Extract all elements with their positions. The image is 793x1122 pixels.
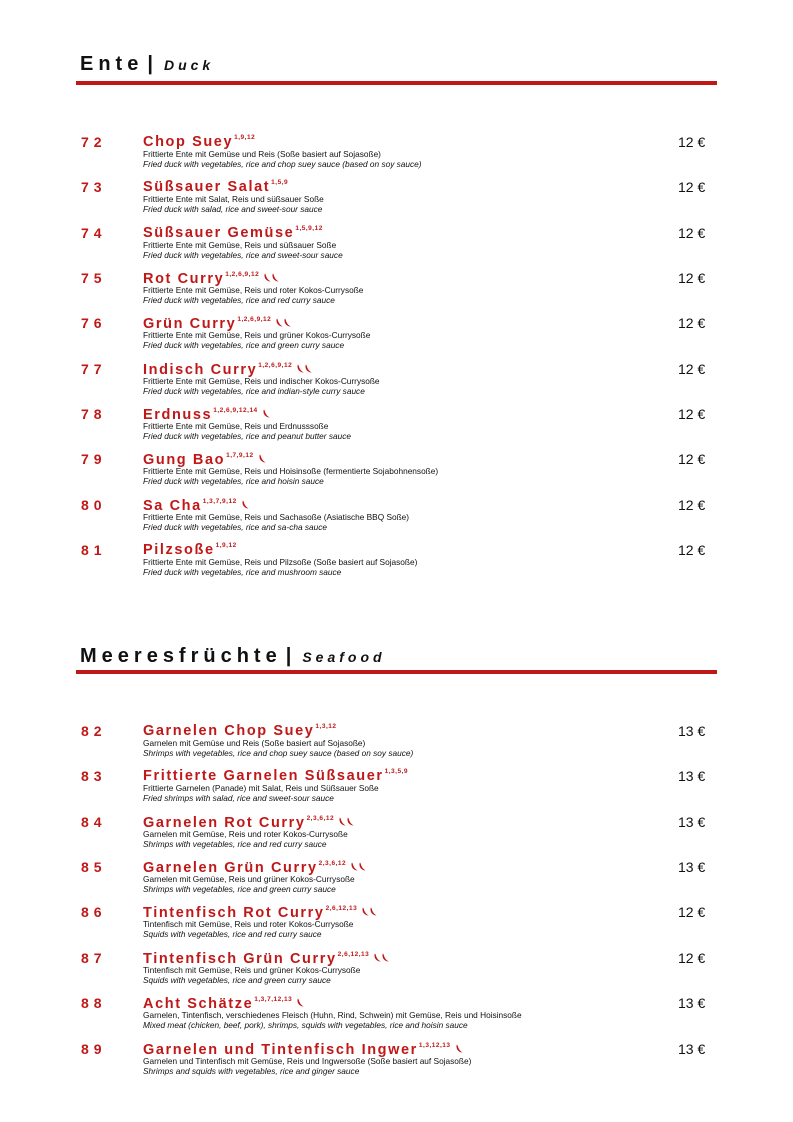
chili-pepper-icon: [296, 361, 312, 377]
item-description-en: Fried duck with vegetables, rice and chop suey sauce (based on soy sauce): [143, 159, 422, 169]
chili-pepper-icon: [296, 995, 304, 1011]
item-number: 81: [81, 542, 107, 559]
item-description-en: Shrimps with vegetables, rice and red curry sauce: [143, 838, 327, 849]
item-name-text: Garnelen und Tintenfisch Ingwer: [143, 1041, 418, 1058]
allergen-codes: 1,3,5,9: [384, 768, 408, 776]
allergen-codes: 2,6,12,13: [325, 905, 358, 913]
item-price: 12 €: [678, 451, 706, 468]
item-name: [143, 225, 323, 241]
item-description-en: Fried duck with vegetables, rice and mushroom sauce: [143, 567, 342, 578]
allergen-codes: 2,6,12,13: [337, 950, 370, 958]
item-description-de: Frittierte Ente mit Salat, Reis und süßsauer Soße: [143, 194, 324, 205]
item-name-text: Frittierte Garnelen Süßsauer: [143, 768, 384, 785]
menu-item: [0, 270, 793, 315]
item-price: 13 €: [678, 1040, 706, 1057]
menu-item: [0, 225, 793, 270]
item-description-de: Garnelen, Tintenfisch, verschiedenes Fleisch (Huhn, Rind, Schwein) mit Gemüse, Reis und Hoisinsoße: [143, 1010, 522, 1021]
item-number: 88: [81, 995, 107, 1012]
allergen-codes: 1,2,6,9,12: [258, 361, 293, 369]
item-description-en: Fried duck with vegetables, rice and sa-cha sauce: [143, 521, 328, 532]
chili-pepper-icon: [455, 1041, 463, 1057]
chili-pepper-icon: [350, 859, 366, 875]
menu-item: [0, 497, 793, 542]
item-description-en: Fried duck with vegetables, rice and red curry sauce: [143, 295, 335, 306]
item-price: 13 €: [678, 995, 706, 1012]
item-description-de: Frittierte Ente mit Gemüse, Reis und süßsauer Soße: [143, 239, 337, 250]
chili-pepper-icon: [275, 315, 291, 331]
item-name-text: Pilzsoße: [143, 542, 215, 559]
item-price: 12 €: [678, 179, 706, 196]
title-separator: |: [285, 645, 297, 667]
item-number: 74: [81, 224, 107, 241]
menu-item: [0, 859, 793, 904]
item-description-en: Fried duck with vegetables, rice and indian-style curry sauce: [143, 385, 365, 396]
item-price: 12 €: [678, 496, 706, 513]
item-number: 82: [81, 723, 107, 739]
menu-item: [0, 361, 793, 406]
item-name-text: Tintenfisch Grün Curry: [143, 950, 337, 967]
item-description-en: Fried shrimps with salad, rice and sweet-sour sauce: [143, 793, 334, 804]
item-price: 12 €: [678, 406, 706, 423]
item-description-en: Fried duck with vegetables, rice and peanut butter sauce: [143, 431, 352, 442]
section-rule: [76, 670, 717, 674]
allergen-codes: 1,5,9: [271, 179, 289, 187]
item-number: 78: [81, 406, 107, 423]
item-name-text: Acht Schätze: [143, 996, 254, 1013]
item-name-text: Süßsauer Salat: [143, 179, 271, 196]
allergen-codes: 1,9,12: [215, 542, 237, 550]
allergen-codes: 2,3,6,12: [306, 814, 335, 822]
item-description-en: Squids with vegetables, rice and red curry sauce: [143, 929, 322, 940]
item-number: 80: [81, 496, 107, 513]
item-price: 12 €: [678, 224, 706, 241]
item-description-de: Frittierte Ente mit Gemüse, Reis und Pilzsoße (Soße basiert auf Sojasoße): [143, 557, 418, 568]
item-description-en: Mixed meat (chicken, beef, pork), shrimps, squids with vegetables, rice and hoisin sauce: [143, 1020, 468, 1031]
allergen-codes: 1,3,12,13: [418, 1041, 451, 1049]
chili-pepper-icon: [262, 406, 270, 422]
section-title-de: Ente: [80, 53, 144, 75]
item-description-de: Garnelen mit Gemüse, Reis und grüner Kokos-Currysoße: [143, 874, 355, 884]
menu-item: [0, 134, 793, 179]
menu-item: [0, 904, 793, 949]
section-rule: [76, 81, 717, 85]
item-name-text: Chop Suey: [143, 134, 234, 150]
menu-item: [0, 814, 793, 859]
item-name-text: Sa Cha: [143, 497, 202, 514]
item-price: 12 €: [678, 542, 706, 559]
menu-item: [0, 995, 793, 1040]
allergen-codes: 1,2,6,9,12: [237, 316, 272, 324]
section-title: [80, 645, 386, 668]
item-number: 76: [81, 315, 107, 332]
item-number: 77: [81, 360, 107, 377]
item-name-text: Garnelen Grün Curry: [143, 860, 318, 876]
menu-item: [0, 406, 793, 451]
menu-item: [0, 723, 793, 768]
item-price: 13 €: [678, 723, 706, 739]
item-number: 85: [81, 859, 107, 875]
section-title-en: Duck: [163, 57, 215, 73]
item-description-de: Frittierte Ente mit Gemüse, Reis und Erdnusssoße: [143, 421, 329, 432]
item-number: 87: [81, 949, 107, 966]
item-price: 12 €: [678, 134, 706, 150]
item-description-de: Frittierte Ente mit Gemüse, Reis und indischer Kokos-Currysoße: [143, 375, 380, 386]
item-price: 12 €: [678, 904, 706, 921]
item-name-text: Rot Curry: [143, 271, 225, 288]
menu-item: [0, 542, 793, 587]
item-description-en: Shrimps and squids with vegetables, rice and ginger sauce: [143, 1065, 360, 1076]
menu-item: [0, 451, 793, 496]
item-name: [143, 134, 255, 150]
chili-pepper-icon: [241, 497, 249, 513]
item-description-de: Frittierte Ente mit Gemüse, Reis und roter Kokos-Currysoße: [143, 285, 364, 296]
chili-pepper-icon: [361, 904, 377, 920]
allergen-codes: 1,7,9,12: [226, 452, 254, 460]
item-name-text: Garnelen Chop Suey: [143, 723, 315, 739]
allergen-codes: 1,3,12: [315, 723, 337, 730]
item-name-text: Grün Curry: [143, 316, 237, 333]
item-price: 12 €: [678, 360, 706, 377]
item-description-de: Garnelen und Tintenfisch mit Gemüse, Reis und Ingwersoße (Soße basiert auf Sojasoße): [143, 1055, 472, 1066]
item-description-en: Shrimps with vegetables, rice and green curry sauce: [143, 884, 336, 894]
item-number: 73: [81, 179, 107, 196]
item-description-en: Fried duck with salad, rice and sweet-sour sauce: [143, 204, 323, 215]
item-description-de: Garnelen mit Gemüse und Reis (Soße basiert auf Sojasoße): [143, 738, 366, 748]
item-description-de: Frittierte Ente mit Gemüse, Reis und Hoisinsoße (fermentierte Sojabohnensoße): [143, 466, 439, 477]
item-name: [143, 542, 237, 558]
menu-item: [0, 950, 793, 995]
item-name-text: Erdnuss: [143, 407, 213, 424]
item-description-en: Shrimps with vegetables, rice and chop suey sauce (based on soy sauce): [143, 748, 414, 758]
menu-item: [0, 1041, 793, 1086]
menu-item: [0, 315, 793, 360]
item-number: 84: [81, 813, 107, 830]
item-number: 83: [81, 768, 107, 785]
item-price: 12 €: [678, 315, 706, 332]
menu-item: [0, 768, 793, 813]
allergen-codes: 1,3,7,12,13: [254, 996, 293, 1004]
item-name: [143, 768, 408, 784]
section-title: [80, 53, 214, 76]
title-separator: |: [147, 53, 158, 75]
menu-item: [0, 179, 793, 224]
item-name: [143, 723, 337, 739]
item-number: 86: [81, 904, 107, 921]
allergen-codes: 1,2,6,9,12: [225, 271, 260, 279]
item-name-text: Tintenfisch Rot Curry: [143, 905, 325, 922]
item-description-de: Garnelen mit Gemüse, Reis und roter Kokos-Currysoße: [143, 828, 348, 839]
item-description-de: Frittierte Garnelen (Panade) mit Salat, Reis und Süßsauer Soße: [143, 783, 379, 794]
item-number: 79: [81, 451, 107, 468]
item-price: 12 €: [678, 949, 706, 966]
item-description-en: Fried duck with vegetables, rice and sweet-sour sauce: [143, 249, 343, 260]
item-name-text: Gung Bao: [143, 452, 226, 469]
item-description-en: Fried duck with vegetables, rice and green curry sauce: [143, 340, 345, 351]
item-description-en: Squids with vegetables, rice and green curry sauce: [143, 974, 331, 985]
item-name-text: Garnelen Rot Curry: [143, 814, 306, 831]
item-price: 13 €: [678, 768, 706, 785]
allergen-codes: 1,5,9,12: [295, 224, 323, 232]
item-number: 75: [81, 270, 107, 287]
item-description-en: Fried duck with vegetables, rice and hoisin sauce: [143, 476, 324, 487]
chili-pepper-icon: [373, 950, 389, 966]
section-title-de: Meeresfrüchte: [80, 645, 282, 667]
item-description-de: Frittierte Ente mit Gemüse, Reis und grüner Kokos-Currysoße: [143, 330, 371, 341]
item-number: 72: [81, 134, 107, 150]
section-title-en: Seafood: [302, 649, 386, 665]
allergen-codes: 1,3,7,9,12: [202, 497, 237, 505]
item-description-de: Frittierte Ente mit Gemüse und Reis (Soße basiert auf Sojasoße): [143, 149, 381, 159]
item-price: 13 €: [678, 813, 706, 830]
item-description-de: Tintenfisch mit Gemüse, Reis und roter Kokos-Currysoße: [143, 919, 354, 930]
item-name: [143, 179, 288, 195]
chili-pepper-icon: [338, 814, 354, 830]
item-description-de: Frittierte Ente mit Gemüse, Reis und Sachasoße (Asiatische BBQ Soße): [143, 511, 410, 522]
item-price: 13 €: [678, 859, 706, 875]
chili-pepper-icon: [263, 270, 279, 286]
allergen-codes: 2,3,6,12: [318, 860, 347, 867]
allergen-codes: 1,9,12: [234, 134, 256, 141]
item-number: 89: [81, 1040, 107, 1057]
item-price: 12 €: [678, 270, 706, 287]
item-name-text: Indisch Curry: [143, 361, 258, 378]
item-description-de: Tintenfisch mit Gemüse, Reis und grüner Kokos-Currysoße: [143, 964, 361, 975]
item-name-text: Süßsauer Gemüse: [143, 224, 295, 241]
allergen-codes: 1,2,6,9,12,14: [213, 407, 258, 415]
chili-pepper-icon: [258, 451, 266, 467]
